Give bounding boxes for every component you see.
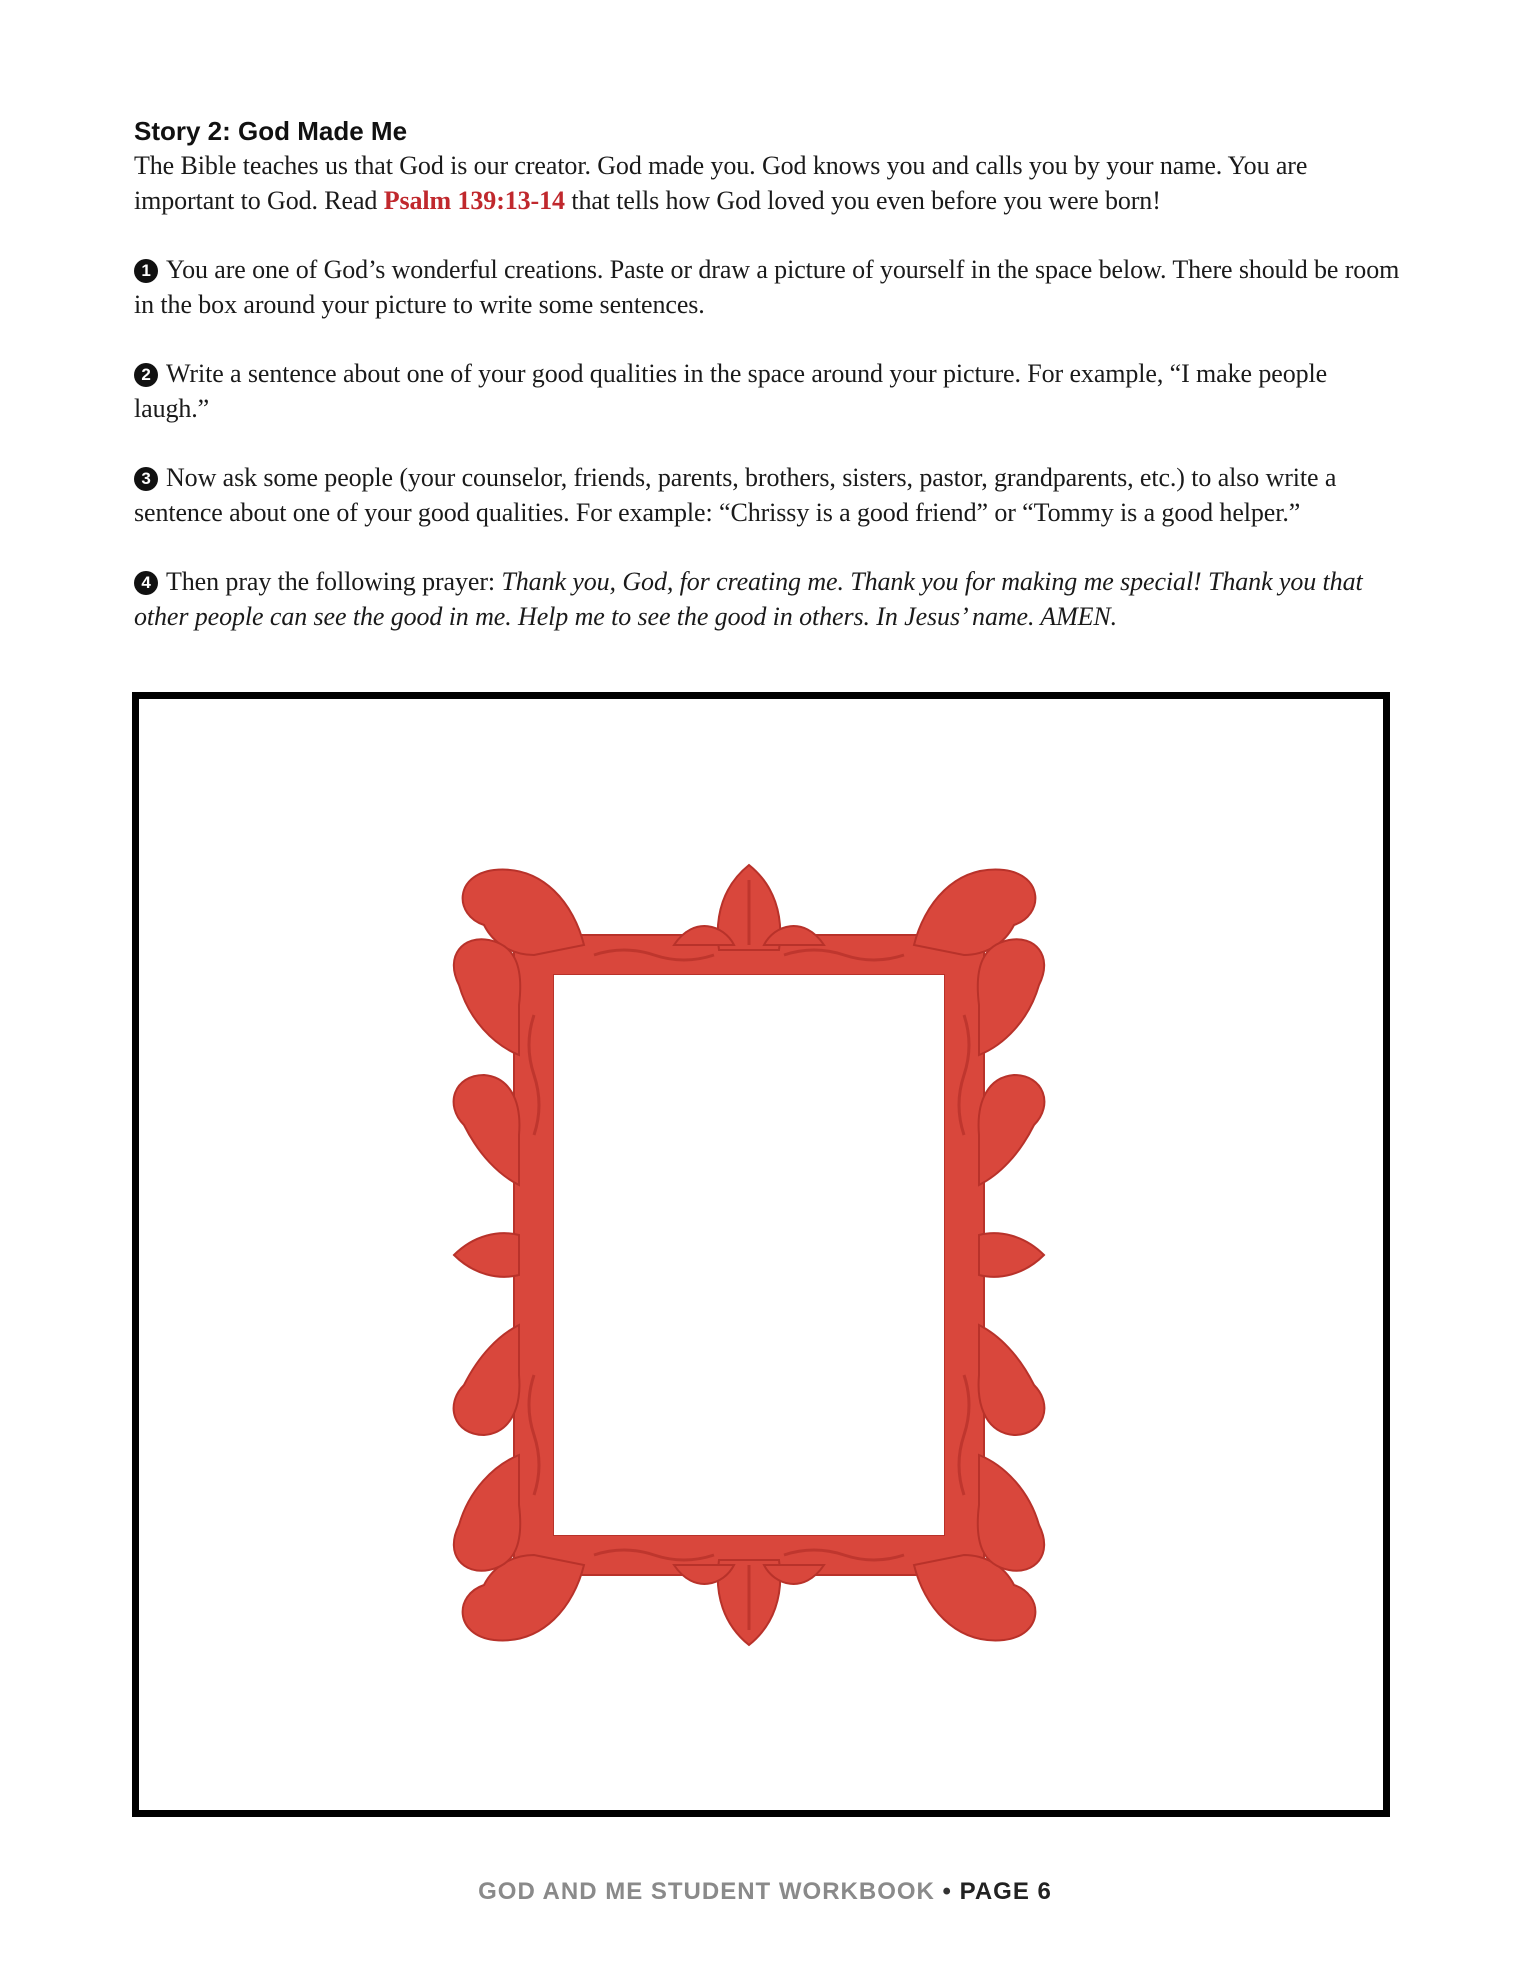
step-text: Write a sentence about one of your good qualities in the space around your picture. For example, “I make people laugh.” xyxy=(134,359,1328,423)
page-number: PAGE 6 xyxy=(959,1878,1052,1905)
step-text: You are one of God’s wonderful creations. Paste or draw a picture of yourself in the space below. There should be room in the box around your picture to write some sentences. xyxy=(134,255,1400,319)
frame-opening xyxy=(554,975,944,1535)
step-text: Now ask some people (your counselor, friends, parents, brothers, sisters, pastor, grandparents, etc.) to also write a sentence about one of your good qualities. For example: “Chrissy is a good friend” or “Tommy is a good helper.” xyxy=(134,463,1337,527)
story-title: Story 2: God Made Me xyxy=(134,116,408,146)
step-text: Then pray the following prayer: xyxy=(166,567,502,596)
intro-text-start: The Bible teaches us that God is our creator. God made you. God knows you and calls you by your name. You are important to God. Read xyxy=(134,151,1308,215)
ornate-picture-frame-icon xyxy=(444,855,1054,1655)
step-number-badge: 2 xyxy=(134,363,158,387)
step-number-badge: 4 xyxy=(134,571,158,595)
step-number-badge: 1 xyxy=(134,259,158,283)
step-1 xyxy=(134,252,1404,322)
step-4 xyxy=(134,564,1404,634)
story-intro xyxy=(134,148,1404,218)
step-2 xyxy=(134,356,1404,426)
footer-separator: • xyxy=(942,1878,952,1905)
worksheet-content xyxy=(134,114,1404,634)
prayer-text: Thank you, God, for creating me. Thank you for making me special! Thank you that other people can see the good in me. Help me to see the good in others. In Jesus’ name. AMEN. xyxy=(134,567,1363,631)
page-footer xyxy=(0,1878,1530,1906)
step-number-badge: 3 xyxy=(134,467,158,491)
footer-title: GOD AND ME STUDENT WORKBOOK xyxy=(478,1878,935,1905)
intro-text-end: that tells how God loved you even before you were born! xyxy=(564,186,1161,215)
scripture-reference: Psalm 139:13-14 xyxy=(383,186,565,215)
step-3 xyxy=(134,460,1404,530)
